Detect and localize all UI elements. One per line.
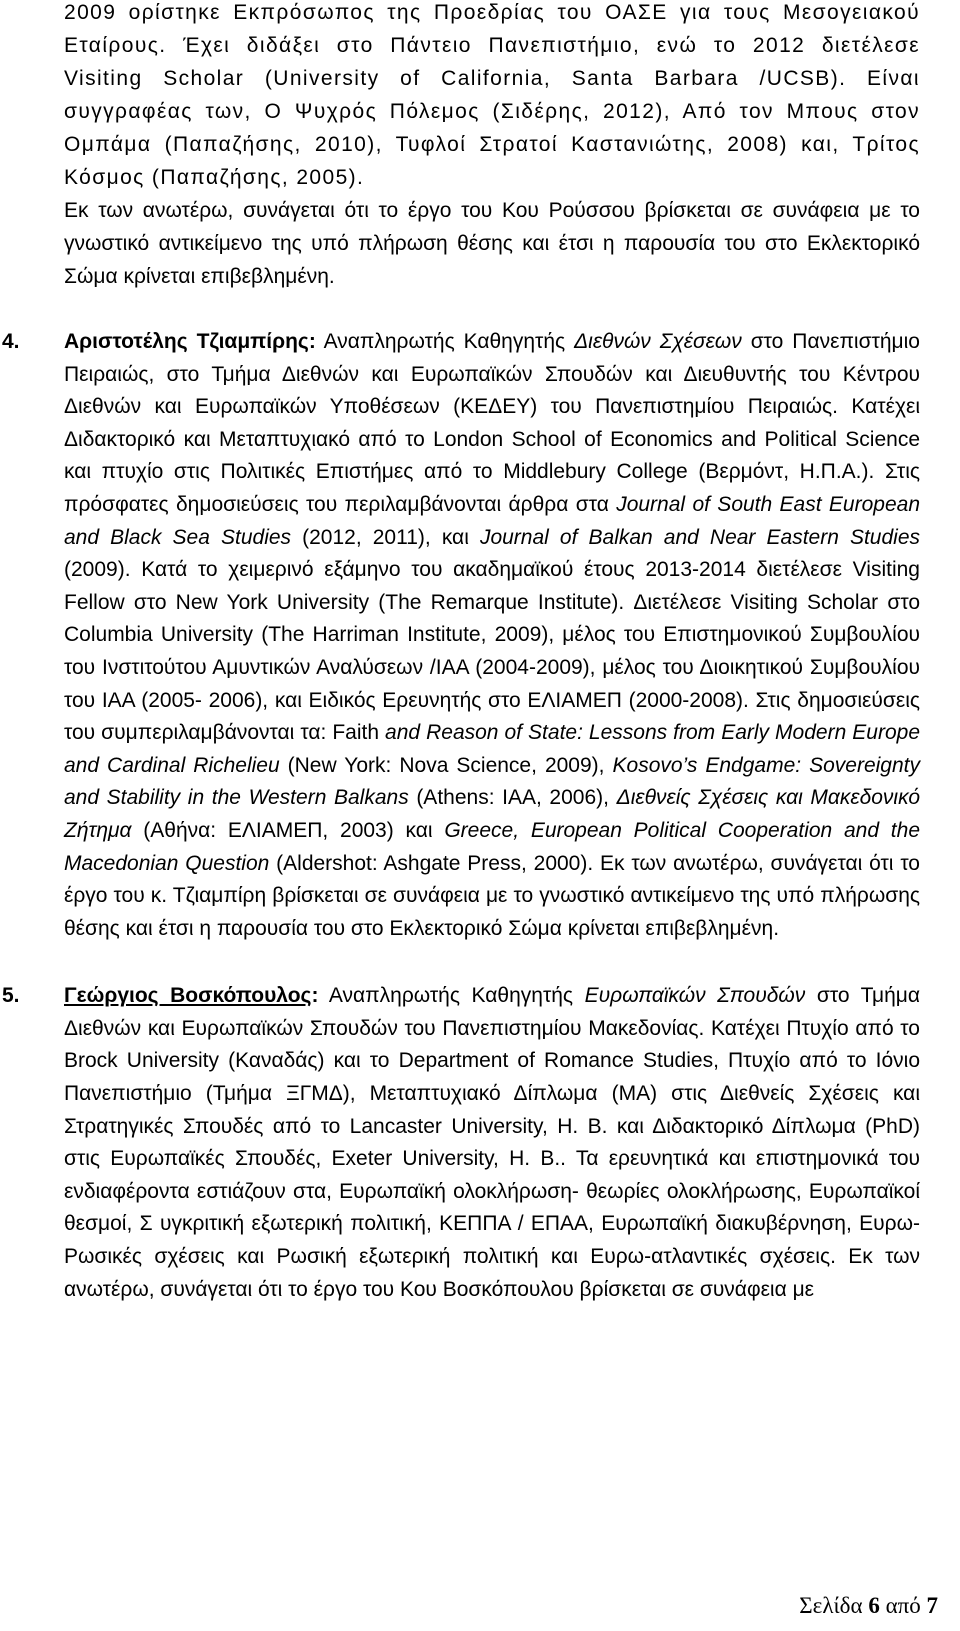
item-text: (Aldershot: Ashgate Press, 2000). Εκ των ανωτέρω, συνάγεται ότι το έργο του κ. Τζιαμπίρη βρίσκεται σε συνάφεια με το γνωστικό αντικείμενο της υπό πλήρωσης θέσης και έτσι η παρουσία του στο Εκλεκτορικό Σώμα κρίνεται επιβεβλημένη.: [64, 851, 920, 940]
total-pages: 7: [926, 1593, 938, 1618]
italic-text: and Reason of State: Lessons from Early Modern Europe and Cardinal Richelieu: [64, 721, 920, 777]
intro-paragraph: 2009 ορίστηκε Εκπρόσωπος της Προεδρίας του ΟΑΣΕ για τους Μεσογειακού Εταίρους. Έχει διδάξει στο Πάντειο Πανεπιστήμιο, ενώ το 2012 διετέλεσε Visiting Scholar (University of California, Santa Barbara /UCSB). Είναι συγγραφέας των, Ο Ψυχρός Πόλεμος (Σιδέρης, 2012), Από τον Μπους στον Ομπάμα (Παπαζήσης, 2010), Τυφλοί Στρατοί Καστανιώτης, 2008) και, Τρίτος Κόσμος (Παπαζήσης, 2005).: [64, 1, 920, 189]
list-number: 5.: [2, 984, 20, 1008]
italic-text: Greece, European Political Cooperation and the Macedonian Question: [64, 818, 920, 875]
name-colon: :: [311, 984, 319, 1008]
item-text: (New York: Nova Science, 2009),: [279, 753, 613, 777]
italic-text: Kosovo’s Endgame: Sovereignty and Stability in the Western Balkans: [64, 753, 920, 810]
item-text: στο Πανεπιστήμιο Πειραιώς, στο Τμήμα Διεθνών και Ευρωπαϊκών Σπουδών και Διευθυντής του Κέντρου Διεθνών και Ευρωπαϊκών Υποθέσεων (ΚΕΔΕΥ) του Πανεπιστημίου Πειραιώς. Κατέχει Διδακτορικό και Μεταπτυχιακό από το London School of Economics and Political Science και πτυχίο στις Πολιτικές Επιστήμες από το Middlebury College (Βερμόντ, Η.Π.Α.). Στις πρόσφατες δημοσιεύσεις του περιλαμβάνονται άρθρα στα: [64, 330, 920, 516]
item-text: Αναπληρωτής Καθηγητής: [328, 984, 585, 1008]
item-text: (2009). Κατά το χειμερινό εξάμηνο του ακαδημαϊκού έτους 2013-2014 διετέλεσε Visiting Fellow στο New York University (The Remarque Institute). Διετέλεσε Visiting Scholar στο Columbia University (The Harriman Institute, 2009), μέλος του Επιστημονικού Συμβουλίου του Ινστιτούτου Αμυντικών Αναλύσεων /ΙΑΑ (2004-2009), μέλος του Διοικητικού Συμβουλίου του ΙΑΑ (2005- 2006), και Ειδικός Ερευνητής στο ΕΛΙΑΜΕΠ (2000-2008). Στις δημοσιεύσεις του συμπεριλαμβάνονται τα: Faith: [64, 558, 920, 745]
footer-of: από: [885, 1593, 921, 1618]
person-name: Αριστοτέλης Τζιαμπίρης:: [64, 330, 316, 353]
item-text: Αναπληρωτής Καθηγητής: [323, 330, 575, 353]
document-page: [2, 0, 921, 1306]
footer-label: Σελίδα: [799, 1593, 863, 1618]
item-text: (Αθήνα: ΕΛΙΑΜΕΠ, 2003) και: [131, 818, 445, 842]
person-name: Γεώργιος Βοσκόπουλος: [64, 984, 312, 1008]
item-text: (Athens: IAA, 2006),: [408, 786, 617, 810]
italic-text: Journal of Balkan and Near Eastern Studies: [479, 525, 921, 549]
item-text: (2012, 2011), και: [291, 525, 480, 549]
list-item-4: [2, 326, 921, 945]
conclusion-paragraph: Εκ των ανωτέρω, συνάγεται ότι το έργο του Κου Ρούσσου βρίσκεται σε συνάφεια με το γνωστικό αντικείμενο της υπό πλήρωση θέσης και έτσι η παρουσία του στο Εκλεκτορικό Σώμα κρίνεται επιβεβλημένη.: [64, 199, 920, 288]
item-text: στο Τμήμα Διεθνών και Ευρωπαϊκών Σπουδών του Πανεπιστημίου Μακεδονίας. Κατέχει Πτυχίο από το Brock University (Καναδάς) και το Department of Romance Studies, Πτυχίο από το Ιόνιο Πανεπιστήμιο (Τμήμα ΞΓΜΔ), Μεταπτυχιακό Δίπλωμα (ΜΑ) στις Διεθνείς Σχέσεις και Στρατηγικές Σπουδές από το Lancaster University, Η. Β. και Διδακτορικό Δίπλωμα (PhD) στις Ευρωπαϊκές Σπουδές, Exeter University, Η. Β.. Τα ερευνητικά και επιστημονικά του ενδιαφέροντα εστιάζουν στα, Ευρωπαϊκή ολοκλήρωση- θεωρίες ολοκλήρωσης, Ευρωπαϊκοί θεσμοί, Σ υγκριτική εξωτερική πολιτική, ΚΕΠΠΑ / ΕΠΑΑ, Ευρωπαϊκή διακυβέρνηση, Ευρω-Ρωσικές σχέσεις και Ρωσική εξωτερική πολιτική και Ευρω-ατλαντικές σχέσεις. Εκ των ανωτέρω, συνάγεται ότι το έργο του Κου Βοσκόπουλου βρίσκεται σε συνάφεια με: [64, 984, 920, 1301]
list-number: 4.: [2, 330, 20, 353]
italic-text: Ευρωπαϊκών Σπουδών: [584, 984, 806, 1008]
current-page: 6: [868, 1593, 880, 1618]
page-number-footer: [799, 1593, 938, 1619]
italic-text: Διεθνείς Σχέσεις και Μακεδονικό Ζήτημα: [64, 786, 921, 842]
italic-text: Journal of South East European and Black Sea Studies: [64, 492, 921, 549]
list-item-5: [2, 980, 920, 1306]
italic-text: Διεθνών Σχέσεων: [574, 330, 742, 353]
